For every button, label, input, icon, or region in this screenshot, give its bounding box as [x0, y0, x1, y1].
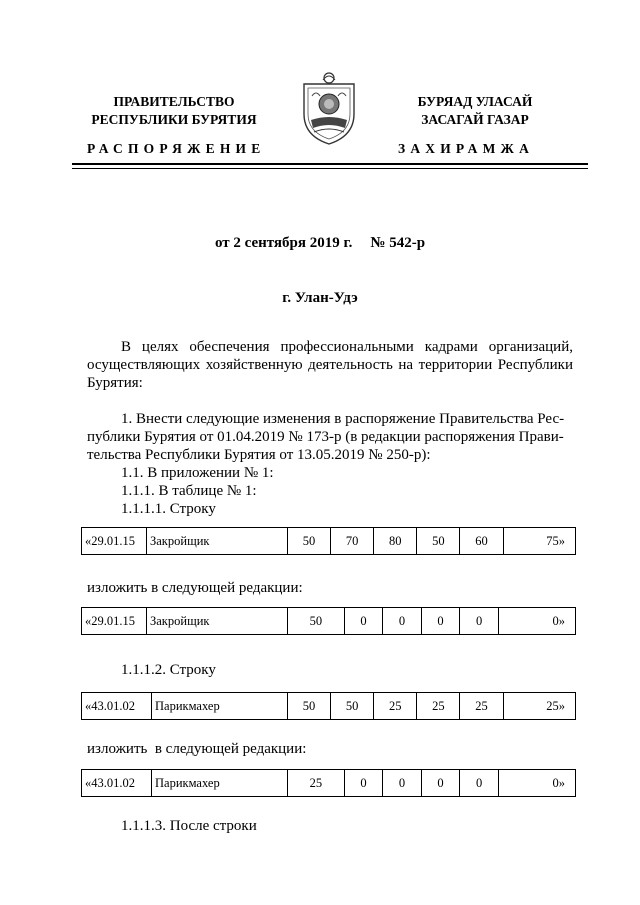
cell-value: 80 — [374, 528, 417, 555]
subitem-1-1: 1.1. В приложении № 1: — [121, 465, 274, 481]
table-row-original-2 — [81, 692, 576, 720]
doc-type-right: ЗАХИРАМЖА — [398, 141, 535, 156]
intro-text: В целях обеспечения профессиональными кадрами организаций, осуществляющих хозяйственную деятельность на территории Республики Бурятия: — [87, 339, 573, 391]
cell-value: 0 — [421, 770, 460, 797]
item1-line2: публики Бурятия от 01.04.2019 № 173-р (в редакции распоряжения Прави- — [87, 429, 564, 445]
table-row-new-2 — [81, 769, 576, 797]
doc-number: № 542-р — [370, 235, 426, 251]
cell-value: 50 — [331, 693, 374, 720]
table-row — [82, 693, 576, 720]
cell-code: «43.01.02 — [82, 693, 152, 720]
org-name-buryat-line2: ЗАСАГАЙ ГАЗАР — [421, 112, 529, 127]
org-name-line1: ПРАВИТЕЛЬСТВО — [113, 94, 235, 109]
cell-value: 50 — [288, 608, 345, 635]
table-row-new-1 — [81, 607, 576, 635]
table-row — [82, 608, 576, 635]
cell-value: 60 — [460, 528, 503, 555]
cell-value: 25 — [417, 693, 460, 720]
subitem-1-1-1-3: 1.1.1.3. После строки — [121, 818, 257, 834]
cell-value: 0 — [460, 608, 499, 635]
cell-value: 50 — [288, 693, 331, 720]
cell-value: 0 — [383, 770, 422, 797]
cell-value: 0 — [421, 608, 460, 635]
coat-of-arms-icon — [298, 70, 360, 148]
table-row — [82, 528, 576, 555]
cell-value: 25 — [460, 693, 503, 720]
doc-type-left: РАСПОРЯЖЕНИЕ — [87, 141, 266, 156]
cell-value: 0 — [460, 770, 499, 797]
cell-value: 25 — [288, 770, 345, 797]
date-number-line — [0, 235, 640, 252]
cell-value: 0 — [344, 608, 383, 635]
subitem-1-1-1-2: 1.1.1.2. Строку — [121, 662, 216, 678]
cell-value: 0 — [383, 608, 422, 635]
cell-value: 0» — [498, 770, 575, 797]
org-name-line2: РЕСПУБЛИКИ БУРЯТИЯ — [91, 112, 257, 127]
edit-instruction-2: изложить в следующей редакции: — [87, 741, 307, 757]
intro-paragraph — [87, 338, 573, 392]
cell-value: 70 — [331, 528, 374, 555]
cell-value: 25 — [374, 693, 417, 720]
header-divider-thin — [72, 168, 588, 169]
cell-value: 50 — [417, 528, 460, 555]
cell-name: Парикмахер — [152, 693, 288, 720]
table-row-original-1 — [81, 527, 576, 555]
cell-code: «29.01.15 — [82, 608, 147, 635]
doc-date: от 2 сентября 2019 г. — [214, 235, 353, 251]
cell-value: 50 — [288, 528, 331, 555]
header-right-org — [382, 93, 568, 129]
cell-code: «29.01.15 — [82, 528, 147, 555]
org-name-buryat-line1: БУРЯАД УЛАСАЙ — [417, 94, 533, 109]
header-divider-thick — [72, 163, 588, 165]
cell-code: «43.01.02 — [82, 770, 152, 797]
cell-value: 0 — [344, 770, 383, 797]
cell-value: 25» — [503, 693, 575, 720]
cell-name: Закройщик — [147, 608, 288, 635]
item1-line3: тельства Республики Бурятия от 13.05.2019 № 250-р): — [87, 447, 431, 463]
edit-instruction-1: изложить в следующей редакции: — [87, 580, 303, 596]
cell-value: 75» — [503, 528, 575, 555]
subitem-1-1-1-1: 1.1.1.1. Строку — [121, 501, 216, 517]
cell-value: 0» — [498, 608, 575, 635]
doc-city: г. Улан-Удэ — [282, 290, 358, 306]
header-left-org — [78, 93, 270, 129]
item1-line1: 1. Внести следующие изменения в распоряжение Правительства Рес- — [121, 411, 565, 427]
table-row — [82, 770, 576, 797]
cell-name: Закройщик — [147, 528, 288, 555]
cell-name: Парикмахер — [152, 770, 288, 797]
subitem-1-1-1: 1.1.1. В таблице № 1: — [121, 483, 257, 499]
